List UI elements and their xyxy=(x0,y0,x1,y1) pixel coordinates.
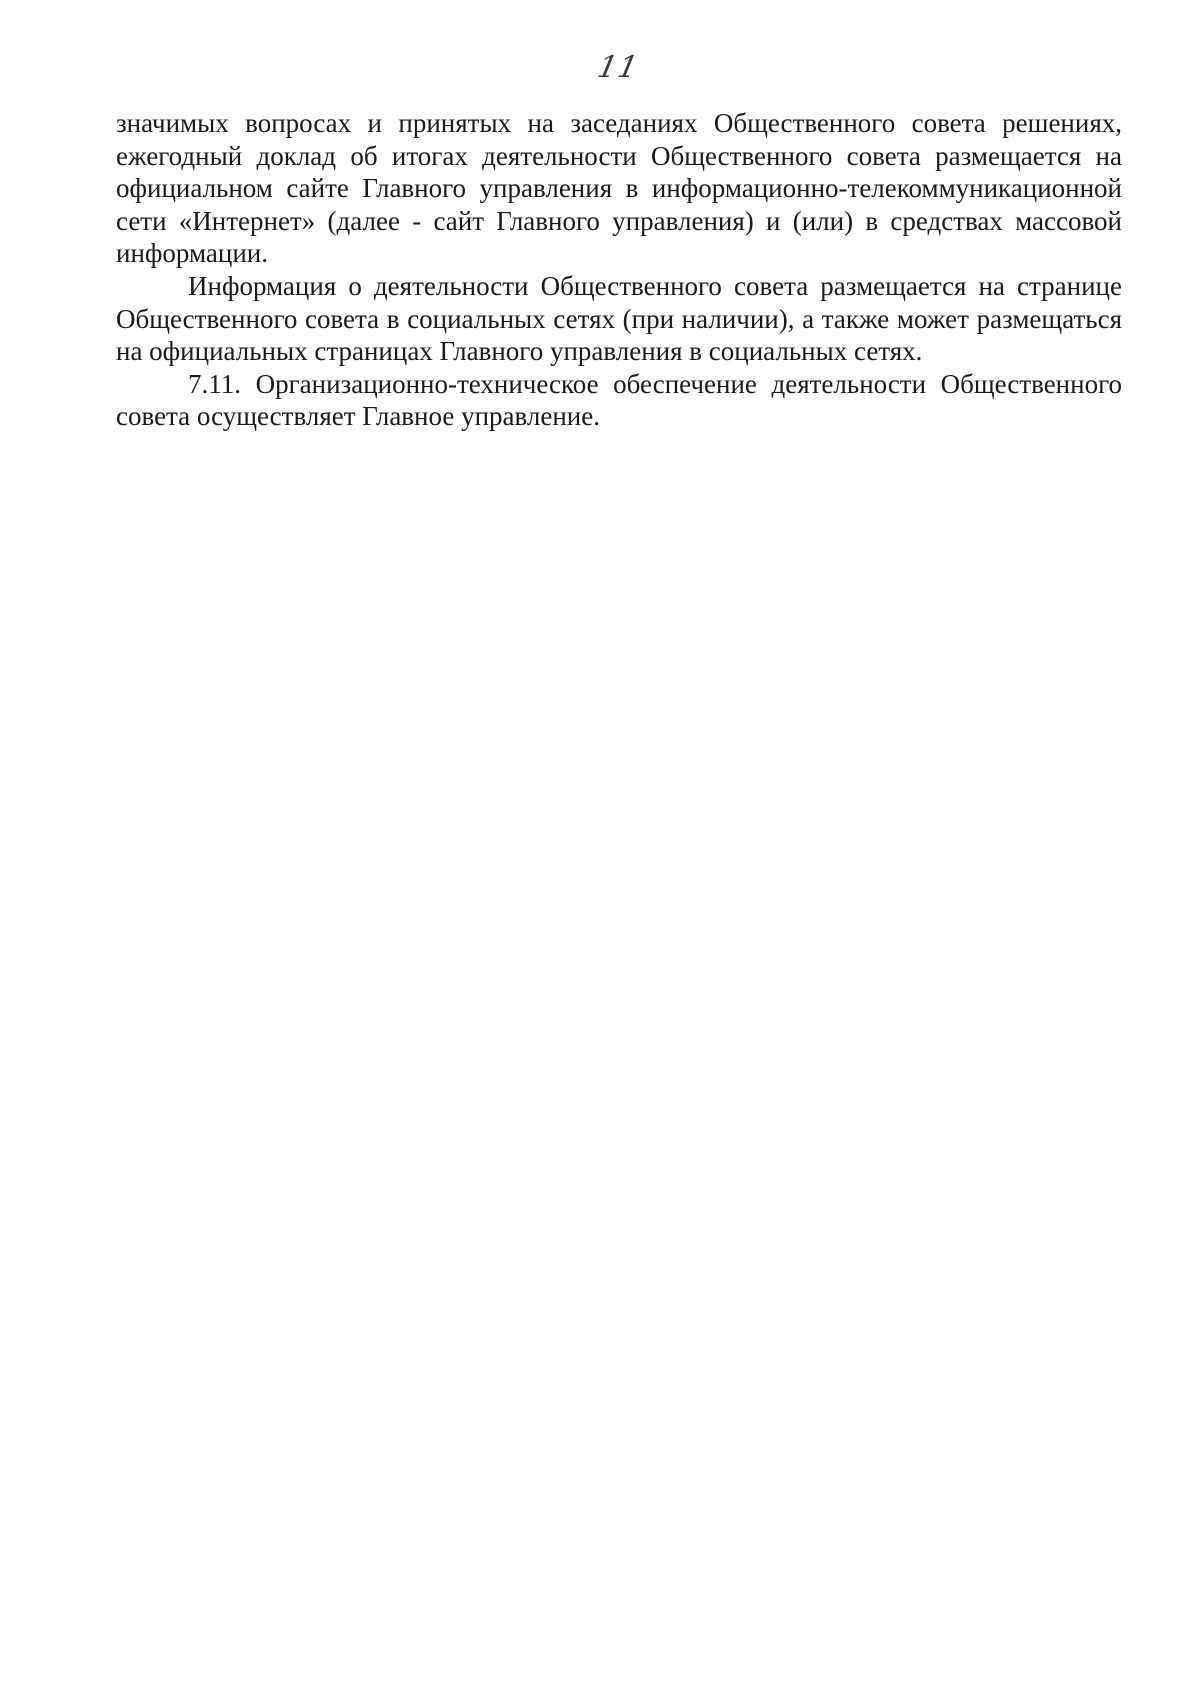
paragraph-continuation: значимых вопросах и принятых на заседаниях Общественного совета решениях, ежегодный доклад об итогах деятельности Общественного совета размещается на официальном сайте Главного управления в информационно-телекоммуникационной сети «Интернет» (далее - сайт Главного управления) и (или) в средствах массовой информации. xyxy=(116,108,1122,269)
paragraph-information: Информация о деятельности Общественного совета размещается на странице Общественного совета в социальных сетях (при наличии), а также может размещаться на официальных страницах Главного управления в социальных сетях. xyxy=(116,270,1122,367)
paragraph-7-11: 7.11. Организационно-техническое обеспечение деятельности Общественного совета осуществляет Главное управление. xyxy=(116,368,1122,432)
page-number: 11 xyxy=(594,50,642,85)
document-body xyxy=(116,107,1122,433)
